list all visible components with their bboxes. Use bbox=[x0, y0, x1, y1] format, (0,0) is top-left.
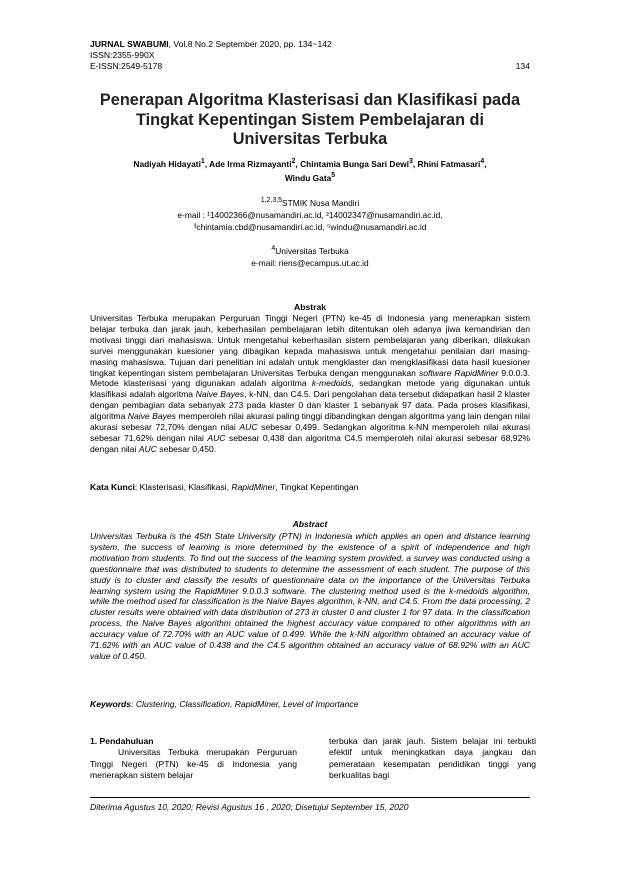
journal-name: JURNAL SWABUMI bbox=[90, 39, 169, 49]
keywords bbox=[90, 699, 530, 710]
keywords-label: Keywords bbox=[90, 699, 132, 709]
kata-kunci bbox=[90, 482, 530, 493]
author-name: Windu Gata bbox=[284, 173, 332, 184]
abstrak-text: , k-NN, dan C4.5. Dari pengolahan data tersebut didapatkan hasil 2 klaster dengan pembagian data sebanyak 273 pada klaster 0 dan klaster 1 sebanyak 97 data. Pada proses klasifikasi, algoritma bbox=[90, 389, 530, 422]
affiliation-superscript: 4 bbox=[271, 245, 276, 252]
abstract-heading bbox=[90, 519, 530, 529]
intro-paragraph: Universitas Terbuka merupakan Perguruan Tinggi Negeri (PTN) ke-45 di Indonesia yang menerapkan sistem belajar bbox=[90, 747, 297, 781]
abstrak-italic: AUC bbox=[207, 432, 226, 443]
abstract-heading-text: Abstract bbox=[292, 519, 328, 529]
paper-title: Penerapan Algoritma Klasterisasi dan Klasifikasi pada Tingkat Kepentingan Sistem Pembelajaran di Universitas Terbuka bbox=[99, 91, 521, 148]
journal-header bbox=[90, 39, 530, 72]
abstrak-heading: Abstrak bbox=[294, 302, 326, 312]
abstrak-body bbox=[90, 313, 530, 455]
abstrak-text: memperoleh nilai akurasi paling tinggi dibandingkan dengan algoritma yang lain dengan nilai akurasi sebesar 72,70% dengan nilai bbox=[90, 411, 530, 433]
abstrak-italic: k-medoids bbox=[311, 378, 352, 389]
abstrak-italic: AUC bbox=[138, 443, 157, 454]
abstrak-text: sebesar 0,450. bbox=[156, 443, 217, 454]
author-superscript: 2 bbox=[291, 158, 296, 165]
abstrak-text: Universitas Terbuka merupakan Perguruan Tinggi Negeri (PTN) ke-45 di Indonesia yang menerapkan sistem belajar terbuka dan jarak jauh, keberhasilan pembelajaran lebih ditentukan oleh adanya jiwa kemandirian dan motivasi tinggi dari mahasiswa. Untuk mengetahui keberhasilan sistem pembelajaran yang diberikan, dilakukan survei menggunakan kuesioner yang dibagikan kepada mahasiswa untuk mengetahui penilaian dari masing-masing mahasiswa. Tujuan dari penelitian ini adalah untuk mengklaster dan mengklasifikasi data hasil kuesioner tingkat kepentingan sistem pembelajaran Universitas Terbuka dengan menggunakan bbox=[90, 313, 530, 378]
author-name: Chintamia Bunga Sari Dewi bbox=[300, 158, 409, 169]
abstrak-italic: Naive Bayes bbox=[195, 389, 245, 400]
affiliation-institution: STMIK Nusa Mandiri bbox=[282, 197, 360, 208]
abstrak-text: sebesar 0,438 dan algoritma C4.5 memperoleh nilai akurasi sebesar 68,92% dengan nilai bbox=[90, 432, 531, 454]
kata-kunci-label: Kata Kunci bbox=[90, 482, 135, 492]
kata-kunci-text: : Klasterisasi, Klasifikasi, bbox=[134, 482, 232, 492]
affiliation-1 bbox=[90, 195, 530, 233]
author-name: Nadiyah Hidayati bbox=[133, 158, 201, 169]
affiliation-institution: Universitas Terbuka bbox=[275, 245, 349, 256]
author-superscript: 1 bbox=[200, 158, 205, 165]
affiliation-email: e-mail: riens@ecampus.ut.ac.id bbox=[251, 257, 369, 268]
abstrak-italic: software RapidMiner bbox=[418, 367, 499, 378]
journal-citation bbox=[90, 39, 530, 50]
author-name: Ade Irma Rizmayanti bbox=[209, 158, 292, 169]
affiliation-2 bbox=[90, 243, 530, 269]
kata-kunci-italic: RapidMiner bbox=[231, 482, 276, 492]
affiliation-emails: ³chintamia.cbd@nusamandiri.ac.id, ⁵windu@nusamandiri.ac.id bbox=[193, 221, 427, 232]
author-list: Nadiyah Hidayati$^1$, Ade Irma Rizmayanti$^2$, Chintamia Bunga Sari Dewi$^3$, Rhini Fatmasari$^4$, Windu Gata$^5$ bbox=[133, 158, 487, 184]
page-number: 134 bbox=[515, 61, 530, 71]
journal-volume-info: , Vol.8 No.2 September 2020, pp. 134~142 bbox=[168, 39, 332, 49]
issn: ISSN:2355-990X bbox=[90, 50, 155, 60]
author-superscript: 3 bbox=[408, 158, 413, 165]
author-superscript: 5 bbox=[331, 172, 336, 180]
author-superscript: 4 bbox=[480, 158, 485, 165]
footer-divider bbox=[90, 797, 530, 798]
intro-left-column bbox=[90, 736, 297, 782]
abstract-body: Universitas Terbuka is the 45th State University (PTN) in Indonesia which applies an open and distance learning system, the success of learning is more determined by the existence of a spirit of independence and high motivation from students. To find out the success of the learning system provided, a survey was conducted using a questionnaire that was distributed to students to determine the assessment of each student. The purpose of this study is to cluster and classify the results of questionnaire data on the importance of the Universitas Terbuka learning system using the RapidMiner 9.0.0.3 software. The clustering method used is the k-medoids algorithm, while the method used for classification is the Naive Bayes algorithm, k-NN, and C4.5. From the data processing, 2 cluster results were obtained with data distribution of 273 in cluster 0 and cluster 1 for 97 data. In the classification process, the Naive Bayes algorithm obtained the highest accuracy value compared to other algorithms with an accuracy value of 72.70% with an AUC value of 0.499. While the k-NN algorithm obtained an accuracy value of 71.62% with an AUC value of 0.438 and the C4.5 algorithm obtained an accuracy value of 68.92% with an AUC value of 0.450. bbox=[90, 531, 530, 661]
abstrak-text: , sedangkan metode yang digunakan untuk klasifikasi adalah algoritma bbox=[90, 378, 530, 400]
affiliation-emails: e-mail : ¹14002366@nusamandiri.ac.id, ²14002347@nusamandiri.ac.id, bbox=[177, 209, 443, 220]
submission-dates: Diterima Agustus 10, 2020; Revisi Agustus 16 , 2020; Disetujui September 15, 2020 bbox=[90, 802, 409, 812]
e-issn: E-ISSN:2549-5178 bbox=[90, 61, 163, 71]
intro-right-column: terbuka dan jarak jauh. Sistem belajar ini terbukti efektif untuk meningkatkan daya jangkau dan pemerataan kesempatan pendidikan tinggi yang berkualitas bagi bbox=[329, 736, 536, 781]
abstrak-italic: AUC bbox=[239, 422, 258, 433]
kata-kunci-text: , Tingkat Kepentingan bbox=[275, 482, 359, 492]
abstrak-text: 9.0.0.3. Metode klasterisasi yang digunakan adalah algoritma bbox=[90, 367, 530, 389]
abstrak-text: sebesar 0,499. Sedangkan algoritma k-NN memperoleh nilai akurasi sebesar 71,62% dengan nilai bbox=[90, 422, 530, 443]
section-heading: 1. Pendahuluan bbox=[90, 736, 154, 746]
abstrak-italic: Naive Bayes bbox=[127, 411, 176, 422]
affiliation-superscript: 1,2,3,5 bbox=[260, 197, 283, 204]
author-name: Rhini Fatmasari bbox=[417, 158, 481, 169]
keywords-text: : Clustering, Classification, RapidMiner, Level of Importance bbox=[131, 699, 359, 709]
